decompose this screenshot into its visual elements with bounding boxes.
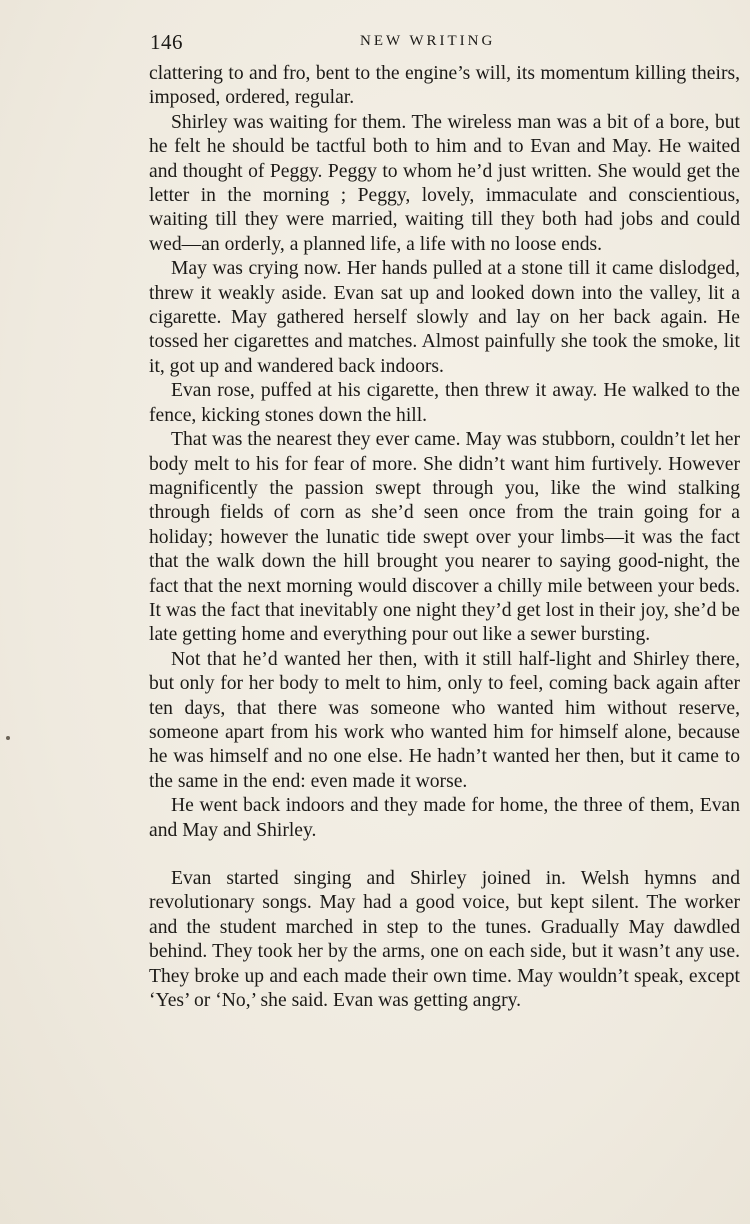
paragraph: Evan rose, puffed at his cigarette, then threw it away. He walked to the fence, kicking stones down the hill. <box>149 380 740 426</box>
page-header <box>150 30 740 60</box>
paragraph-continuation: clattering to and fro, bent to the engine’s will, its momentum killing theirs, imposed, ordered, regular. <box>149 63 740 109</box>
paragraph: May was crying now. Her hands pulled at a stone till it came dislodged, threw it weakly aside. Evan sat up and looked down into the valley, lit a cigarette. May gathered herself slowly and lay on her back again. He tossed her cigarettes and matches. Almost painfully she took the smoke, lit it, got up and wandered back indoors. <box>149 258 740 377</box>
paragraph: That was the nearest they ever came. May was stubborn, couldn’t let her body melt to his for fear of more. She didn’t want him furtively. However magnificently the passion swept through you, like the wind stalking through fields of corn as she’d seen once from the train going for a holiday; however the lunatic tide swept over your limbs—it was the fact that the walk down the hill brought you nearer to saying good-night, the fact that the next morning would discover a chilly mile between your beds. It was the fact that inevitably one night they’d get lost in their joy, she’d be late getting home and everything pour out like a sewer bursting. <box>149 429 740 646</box>
paragraph: Shirley was waiting for them. The wireless man was a bit of a bore, but he felt he should be tactful both to him and to Evan and May. He waited and thought of Peggy. Peggy to whom he’d just written. She would get the letter in the morning ; Peggy, lovely, immaculate and conscientious, waiting till they were married, waiting till they both had jobs and could wed—an orderly, a planned life, a life with no loose ends. <box>149 111 740 255</box>
body-text <box>149 62 740 1013</box>
page-number: 146 <box>150 30 183 54</box>
paper-speck <box>6 736 10 740</box>
paragraph: He went back indoors and they made for home, the three of them, Evan and May and Shirley. <box>149 795 740 841</box>
paragraph: Not that he’d wanted her then, with it still half-light and Shirley there, but only for her body to melt to him, only to feel, coming back again after ten days, that there was someone who wanted him without reserve, someone apart from his work who wanted him for himself alone, because he was himself and no one else. He hadn’t wanted her then, but it came to the same in the end: even made it worse. <box>149 648 740 792</box>
running-head: NEW WRITING <box>360 33 496 49</box>
section-break <box>149 843 740 867</box>
paragraph: Evan started singing and Shirley joined in. Welsh hymns and revolutionary songs. May had a good voice, but kept silent. The worker and the student marched in step to the tunes. Gradually May dawdled behind. They took her by the arms, one on each side, but it wasn’t any use. They broke up and each made their own time. May wouldn’t speak, except ‘Yes’ or ‘No,’ she said. Evan was getting angry. <box>149 868 740 1012</box>
